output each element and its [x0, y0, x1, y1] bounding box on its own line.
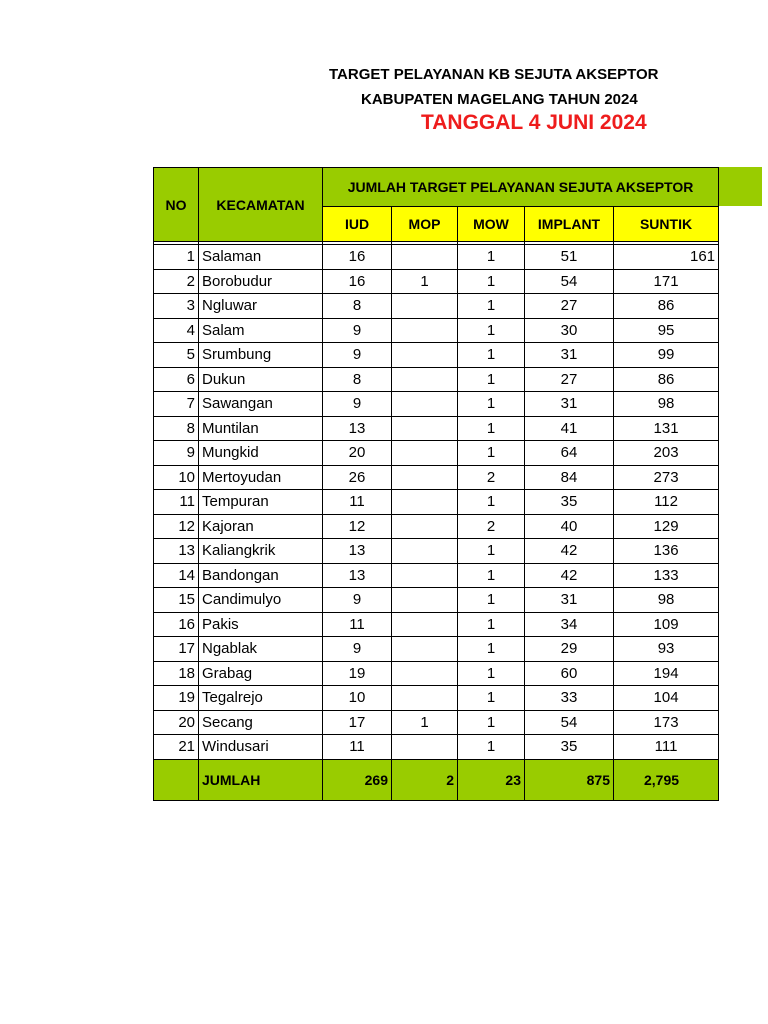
- cell-iud: 9: [323, 343, 392, 368]
- cell-suntik: 173: [614, 710, 719, 735]
- cell-mow: 1: [458, 269, 525, 294]
- total-label: JUMLAH: [199, 759, 323, 800]
- header-no: NO: [154, 168, 199, 242]
- cell-iud: 20: [323, 441, 392, 466]
- cell-mop: [392, 245, 458, 270]
- cell-suntik: 133: [614, 563, 719, 588]
- cell-suntik: 129: [614, 514, 719, 539]
- total-mop: 2: [392, 759, 458, 800]
- cell-iud: 17: [323, 710, 392, 735]
- cell-suntik: 171: [614, 269, 719, 294]
- cell-iud: 13: [323, 563, 392, 588]
- cell-no: 10: [154, 465, 199, 490]
- cell-implant: 42: [525, 539, 614, 564]
- cell-mop: [392, 735, 458, 760]
- cell-no: 14: [154, 563, 199, 588]
- cell-mow: 1: [458, 686, 525, 711]
- cell-mop: [392, 416, 458, 441]
- table-row: [154, 588, 719, 613]
- cell-suntik: 112: [614, 490, 719, 515]
- header-iud: IUD: [323, 207, 392, 242]
- report-title: TARGET PELAYANAN KB SEJUTA AKSEPTOR: [329, 66, 659, 83]
- cell-no: 15: [154, 588, 199, 613]
- cell-no: 6: [154, 367, 199, 392]
- table-row: [154, 367, 719, 392]
- cell-iud: 9: [323, 392, 392, 417]
- table-row: [154, 514, 719, 539]
- cell-implant: 27: [525, 294, 614, 319]
- cell-no: 1: [154, 245, 199, 270]
- cell-implant: 51: [525, 245, 614, 270]
- cell-mop: [392, 563, 458, 588]
- cell-mow: 1: [458, 343, 525, 368]
- cell-suntik: 95: [614, 318, 719, 343]
- cell-suntik: 161: [614, 245, 719, 270]
- cell-suntik: 203: [614, 441, 719, 466]
- table-row: [154, 612, 719, 637]
- cell-kecamatan: Candimulyo: [199, 588, 323, 613]
- total-no: [154, 759, 199, 800]
- cell-kecamatan: Ngluwar: [199, 294, 323, 319]
- table-row: [154, 343, 719, 368]
- cell-kecamatan: Muntilan: [199, 416, 323, 441]
- cell-mow: 1: [458, 392, 525, 417]
- cell-suntik: 86: [614, 367, 719, 392]
- table-row: [154, 441, 719, 466]
- table-row: [154, 539, 719, 564]
- table-row: [154, 710, 719, 735]
- cell-mop: [392, 661, 458, 686]
- cell-mop: [392, 343, 458, 368]
- cell-mow: 2: [458, 514, 525, 539]
- cell-implant: 29: [525, 637, 614, 662]
- cell-implant: 31: [525, 588, 614, 613]
- cell-implant: 64: [525, 441, 614, 466]
- cell-kecamatan: Ngablak: [199, 637, 323, 662]
- cell-no: 13: [154, 539, 199, 564]
- cell-mow: 1: [458, 637, 525, 662]
- cell-mow: 1: [458, 294, 525, 319]
- cell-kecamatan: Kajoran: [199, 514, 323, 539]
- cell-no: 7: [154, 392, 199, 417]
- cell-kecamatan: Bandongan: [199, 563, 323, 588]
- cell-mow: 2: [458, 465, 525, 490]
- cell-kecamatan: Srumbung: [199, 343, 323, 368]
- cell-mop: [392, 686, 458, 711]
- cell-suntik: 273: [614, 465, 719, 490]
- cell-kecamatan: Dukun: [199, 367, 323, 392]
- cell-no: 17: [154, 637, 199, 662]
- cell-no: 2: [154, 269, 199, 294]
- cell-kecamatan: Tempuran: [199, 490, 323, 515]
- cell-suntik: 99: [614, 343, 719, 368]
- cell-implant: 54: [525, 269, 614, 294]
- cell-mop: [392, 490, 458, 515]
- cell-iud: 9: [323, 318, 392, 343]
- cell-implant: 35: [525, 490, 614, 515]
- cell-iud: 13: [323, 416, 392, 441]
- cell-suntik: 111: [614, 735, 719, 760]
- cell-implant: 60: [525, 661, 614, 686]
- cell-kecamatan: Salaman: [199, 245, 323, 270]
- table-row: [154, 245, 719, 270]
- total-row: [154, 759, 719, 800]
- cell-iud: 11: [323, 490, 392, 515]
- cell-mow: 1: [458, 367, 525, 392]
- table-row: [154, 416, 719, 441]
- cell-implant: 54: [525, 710, 614, 735]
- cell-mop: [392, 612, 458, 637]
- cell-implant: 31: [525, 343, 614, 368]
- cell-mop: [392, 539, 458, 564]
- cell-mop: [392, 637, 458, 662]
- header-group: JUMLAH TARGET PELAYANAN SEJUTA AKSEPTOR: [323, 168, 719, 207]
- cell-iud: 12: [323, 514, 392, 539]
- cell-no: 20: [154, 710, 199, 735]
- cell-kecamatan: Windusari: [199, 735, 323, 760]
- cell-no: 5: [154, 343, 199, 368]
- cell-iud: 8: [323, 294, 392, 319]
- cell-iud: 8: [323, 367, 392, 392]
- cell-suntik: 98: [614, 588, 719, 613]
- table-row: [154, 661, 719, 686]
- cell-mop: [392, 465, 458, 490]
- cell-iud: 11: [323, 735, 392, 760]
- cell-mow: 1: [458, 563, 525, 588]
- cell-implant: 41: [525, 416, 614, 441]
- header-mow: MOW: [458, 207, 525, 242]
- cell-no: 4: [154, 318, 199, 343]
- cell-mow: 1: [458, 416, 525, 441]
- cell-no: 12: [154, 514, 199, 539]
- cell-kecamatan: Secang: [199, 710, 323, 735]
- cell-mop: [392, 392, 458, 417]
- table-row: [154, 294, 719, 319]
- cell-no: 19: [154, 686, 199, 711]
- cell-implant: 33: [525, 686, 614, 711]
- cell-kecamatan: Pakis: [199, 612, 323, 637]
- cell-mop: 1: [392, 269, 458, 294]
- cell-suntik: 86: [614, 294, 719, 319]
- cell-mow: 1: [458, 539, 525, 564]
- cell-kecamatan: Mertoyudan: [199, 465, 323, 490]
- total-implant: 875: [525, 759, 614, 800]
- cell-iud: 9: [323, 637, 392, 662]
- cell-mow: 1: [458, 588, 525, 613]
- cell-mow: 1: [458, 441, 525, 466]
- cell-suntik: 104: [614, 686, 719, 711]
- cell-iud: 10: [323, 686, 392, 711]
- cell-kecamatan: Borobudur: [199, 269, 323, 294]
- cell-implant: 35: [525, 735, 614, 760]
- target-table: [153, 167, 719, 801]
- cell-mop: [392, 318, 458, 343]
- cell-kecamatan: Sawangan: [199, 392, 323, 417]
- table-row: [154, 686, 719, 711]
- cell-mop: [392, 367, 458, 392]
- header-suntik: SUNTIK: [614, 207, 719, 242]
- cell-mow: 1: [458, 710, 525, 735]
- cell-implant: 40: [525, 514, 614, 539]
- cell-mow: 1: [458, 490, 525, 515]
- cell-kecamatan: Mungkid: [199, 441, 323, 466]
- cell-implant: 34: [525, 612, 614, 637]
- cell-iud: 19: [323, 661, 392, 686]
- cell-suntik: 98: [614, 392, 719, 417]
- cell-no: 16: [154, 612, 199, 637]
- cell-kecamatan: Tegalrejo: [199, 686, 323, 711]
- cell-implant: 31: [525, 392, 614, 417]
- cell-kecamatan: Grabag: [199, 661, 323, 686]
- cell-iud: 11: [323, 612, 392, 637]
- total-suntik: 2,795: [614, 759, 719, 800]
- cell-no: 8: [154, 416, 199, 441]
- report-date: TANGGAL 4 JUNI 2024: [421, 111, 647, 134]
- table-row: [154, 637, 719, 662]
- cell-iud: 9: [323, 588, 392, 613]
- cell-kecamatan: Salam: [199, 318, 323, 343]
- cell-suntik: 136: [614, 539, 719, 564]
- cell-mop: [392, 441, 458, 466]
- cell-no: 11: [154, 490, 199, 515]
- cell-mop: [392, 514, 458, 539]
- cell-implant: 42: [525, 563, 614, 588]
- cell-no: 3: [154, 294, 199, 319]
- cell-mow: 1: [458, 661, 525, 686]
- target-table-container: [153, 167, 716, 800]
- cell-implant: 30: [525, 318, 614, 343]
- cell-mow: 1: [458, 318, 525, 343]
- table-row: [154, 490, 719, 515]
- cell-mow: 1: [458, 735, 525, 760]
- cell-suntik: 131: [614, 416, 719, 441]
- cell-iud: 16: [323, 245, 392, 270]
- cell-implant: 27: [525, 367, 614, 392]
- cell-no: 18: [154, 661, 199, 686]
- cell-implant: 84: [525, 465, 614, 490]
- cell-iud: 16: [323, 269, 392, 294]
- header-implant: IMPLANT: [525, 207, 614, 242]
- table-row: [154, 269, 719, 294]
- table-row: [154, 563, 719, 588]
- cell-iud: 26: [323, 465, 392, 490]
- cell-suntik: 109: [614, 612, 719, 637]
- cell-mow: 1: [458, 245, 525, 270]
- cell-mow: 1: [458, 612, 525, 637]
- table-row: [154, 318, 719, 343]
- cell-mop: 1: [392, 710, 458, 735]
- cell-no: 9: [154, 441, 199, 466]
- header-mop: MOP: [392, 207, 458, 242]
- header-kecamatan: KECAMATAN: [199, 168, 323, 242]
- table-row: [154, 392, 719, 417]
- cell-suntik: 93: [614, 637, 719, 662]
- cell-iud: 13: [323, 539, 392, 564]
- cell-mop: [392, 588, 458, 613]
- total-iud: 269: [323, 759, 392, 800]
- cell-mop: [392, 294, 458, 319]
- cell-kecamatan: Kaliangkrik: [199, 539, 323, 564]
- report-subtitle: KABUPATEN MAGELANG TAHUN 2024: [361, 91, 638, 108]
- table-row: [154, 465, 719, 490]
- table-row: [154, 735, 719, 760]
- total-mow: 23: [458, 759, 525, 800]
- cell-no: 21: [154, 735, 199, 760]
- cell-suntik: 194: [614, 661, 719, 686]
